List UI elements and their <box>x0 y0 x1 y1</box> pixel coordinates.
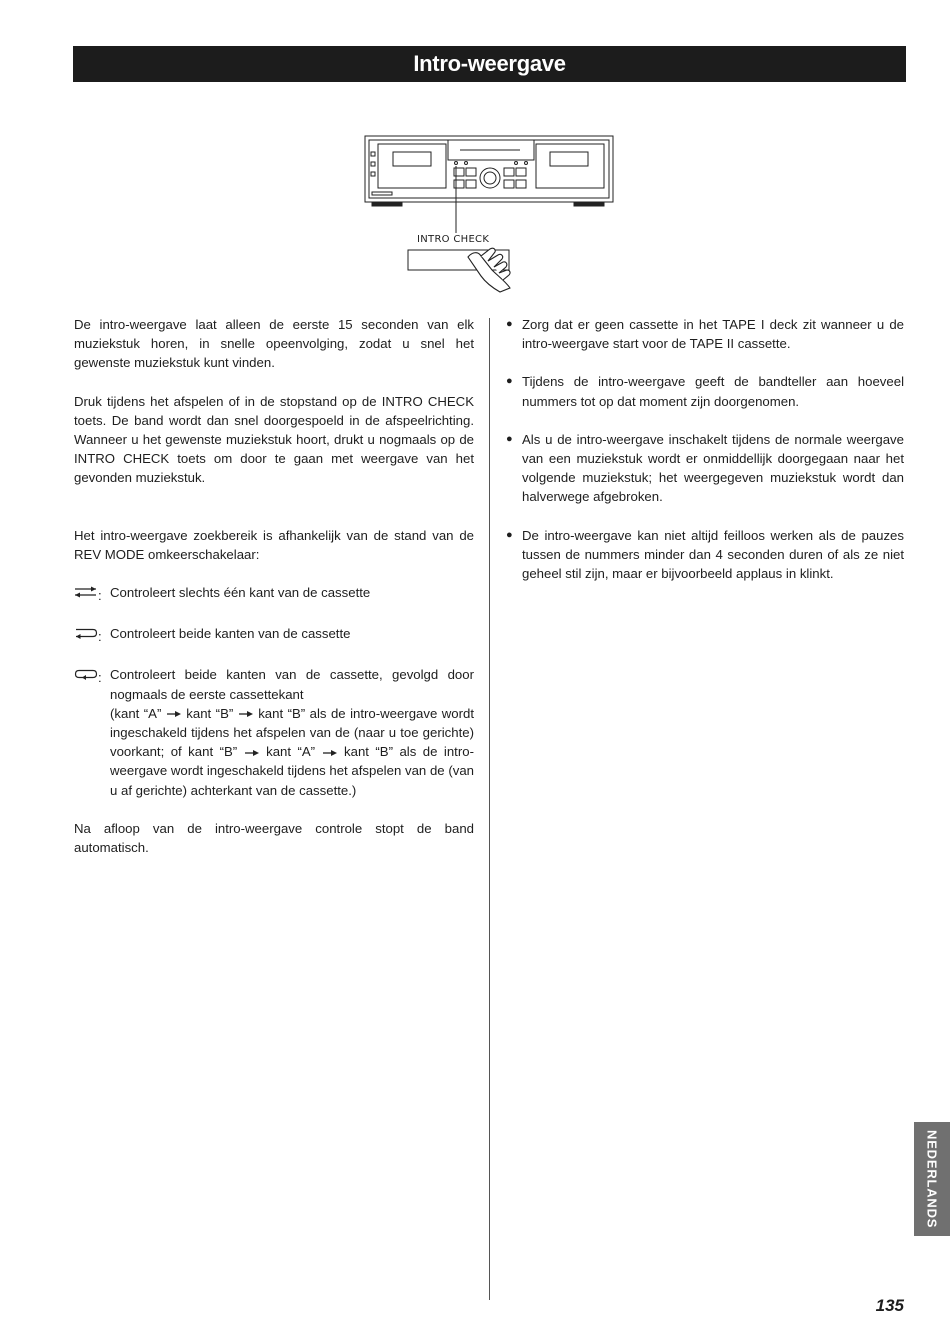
arrow-right-icon <box>238 710 254 718</box>
mode-reverse: : Controleert beide kanten van de cassette <box>74 624 474 646</box>
list-item: ● De intro-weergave kan niet altijd feilloos werken als de pauzes tussen de nummers minder dan 4 seconden duren of als ze niet geheel stil zijn, maar er bijvoorbeeld applaus in klinkt. <box>506 526 904 584</box>
list-item: ● Zorg dat er geen cassette in het TAPE I deck zit wanneer u de intro-weergave start voor de TAPE II cassette. <box>506 315 904 353</box>
page-title: Intro-weergave <box>413 51 566 76</box>
list-item: ● Als u de intro-weergave inschakelt tijdens de normale weergave van een muziekstuk wordt er onmiddellijk doorgegaan naar het volgende muziekstuk; het weergegeven muziekstuk wordt dan halverwege afgebroken. <box>506 430 904 507</box>
continuous-icon <box>74 668 98 680</box>
one-way-icon <box>74 586 98 598</box>
arrow-right-icon <box>322 749 338 757</box>
bullet-icon: ● <box>506 432 513 445</box>
bullet-icon: ● <box>506 375 513 388</box>
page-number: 135 <box>875 1296 904 1315</box>
mode-one-way: : Controleert slechts één kant van de cassette <box>74 583 474 605</box>
list-item: ● Tijdens de intro-weergave geeft de bandteller aan hoeveel nummers tot op dat moment zijn doorgenomen. <box>506 372 904 410</box>
reverse-icon <box>74 627 98 639</box>
title-bar <box>73 46 906 82</box>
left-column <box>74 315 474 857</box>
column-divider <box>489 318 490 1300</box>
closing-paragraph: Na afloop van de intro-weergave controle stopt de band automatisch. <box>74 820 474 856</box>
language-tab: NEDERLANDS <box>914 1122 950 1236</box>
instruction-paragraph: Druk tijdens het afspelen of in de stopstand op de INTRO CHECK toets. De band wordt dan snel doorgespoeld in de afspeelrichting. Wanneer u het gewenste muziekstuk hoort, drukt u nogmaals op de INTRO CHECK toets om door te gaan met weergave van het gevonden muziekstuk. <box>74 393 474 486</box>
arrow-right-icon <box>244 749 260 757</box>
bullet-icon: ● <box>506 528 513 541</box>
bullet-icon: ● <box>506 318 513 330</box>
arrow-right-icon <box>166 710 182 718</box>
mode-continuous: : Controleert beide kanten van de cassette, gevolgd door nogmaals de eerste cassettekant (kant “A” kant “B” kant “B” als de intro-weergave wordt ingeschakeld tijdens het afspelen van de (naar u toe gerichte) voorkant; of kant “B” kant “A” kant “B” als de intro-weergave wordt ingeschakeld tijdens het afspelen van de (van u af gerichte) achterkant van de cassette.) <box>74 665 474 799</box>
intro-paragraph: De intro-weergave laat alleen de eerste 15 seconden van elk muziekstuk horen, in snelle opeenvolging, zodat u snel het gewenste muziekstuk kunt vinden. <box>74 317 474 371</box>
intro-check-label: INTRO CHECK <box>417 234 490 245</box>
range-paragraph: Het intro-weergave zoekbereik is afhankelijk van de stand van de REV MODE omkeerschakelaar: <box>74 527 474 562</box>
cassette-deck-illustration <box>360 130 620 295</box>
right-column <box>506 315 904 583</box>
